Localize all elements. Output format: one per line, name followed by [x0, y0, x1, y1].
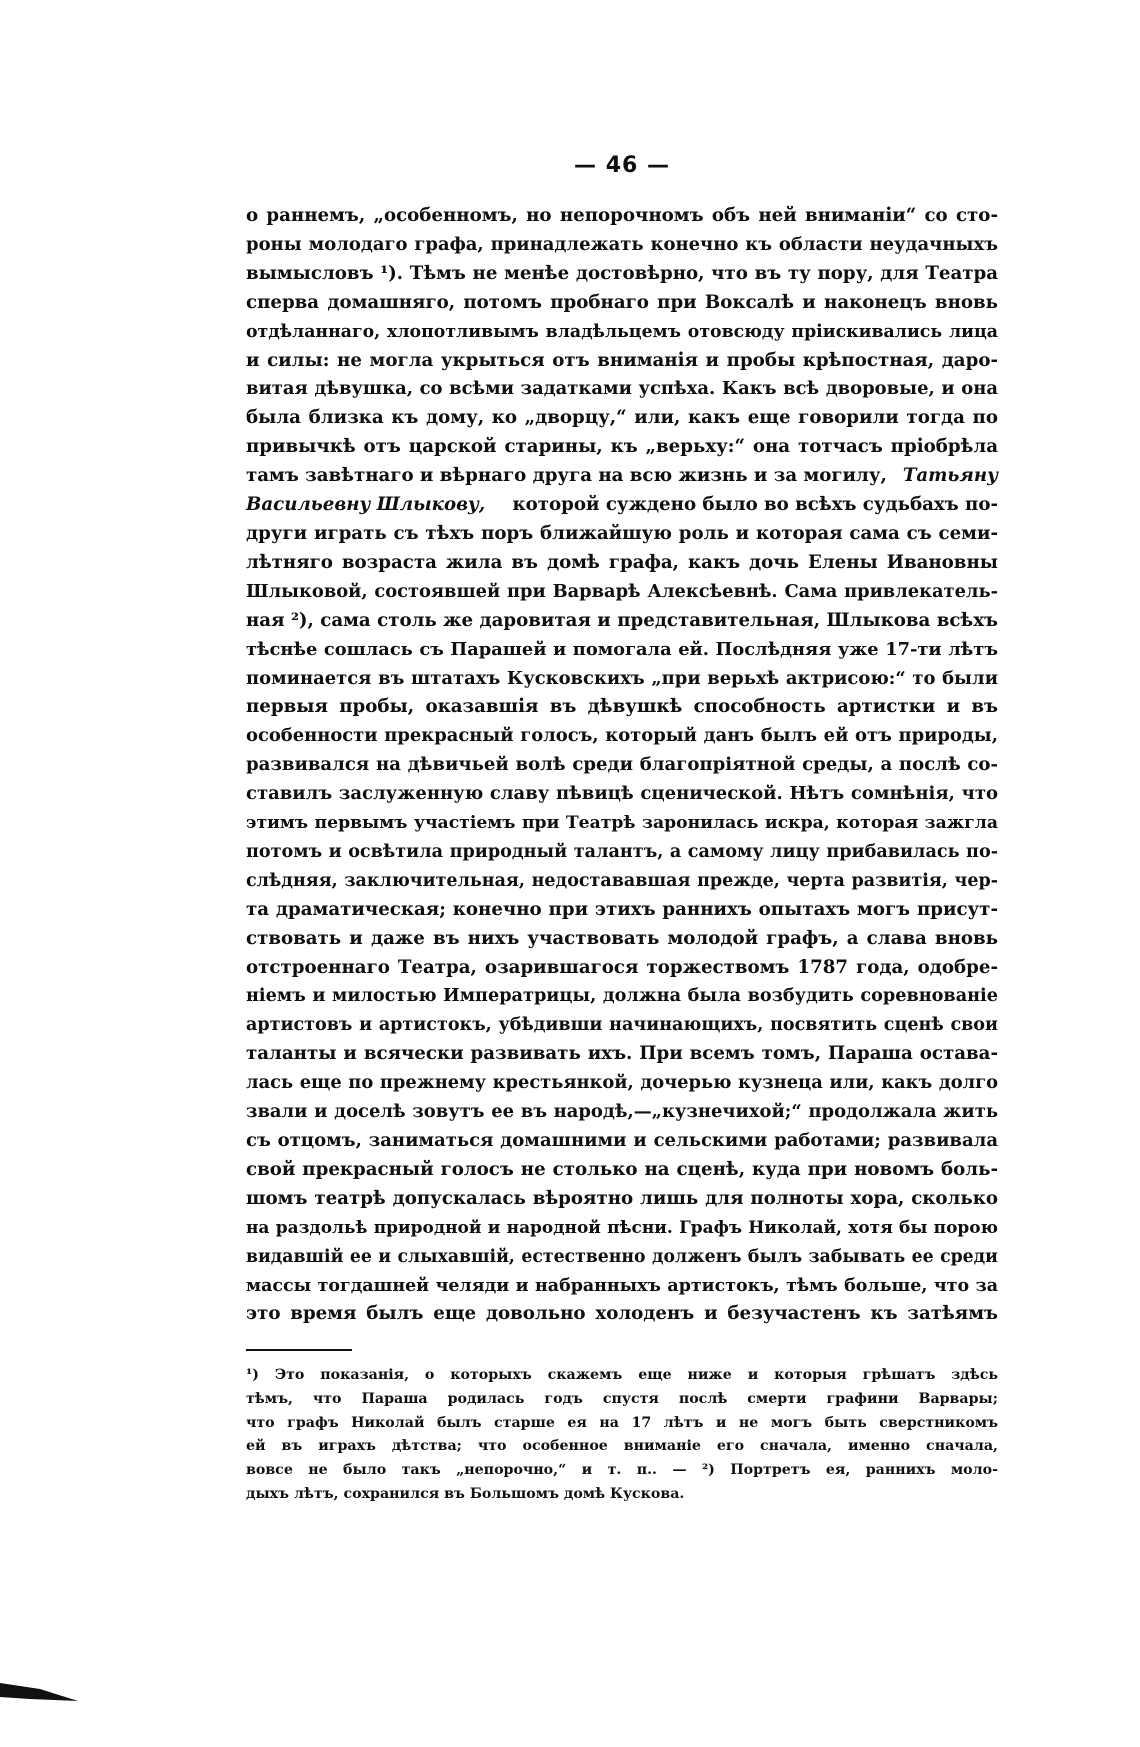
text-line-with-italic — [246, 491, 998, 520]
text-line: слѣдняя, заключительная, недостававшая прежде, черта развитія, чер- — [246, 870, 998, 891]
italic-name-part: Татьяну — [902, 465, 998, 487]
text-line: та драматическая; конечно при этихъ раннихъ опытахъ могъ присут- — [246, 898, 998, 920]
text-line: массы тогдашней челяди и набранныхъ артистокъ, тѣмъ больше, что за — [246, 1275, 998, 1296]
text-line: звали и доселѣ зовутъ ее въ народѣ,—„кузнечихой;“ продолжала жить — [246, 1101, 998, 1123]
text-line: отдѣланнаго, хлопотливымъ владѣльцемъ отовсюду пріискивались лица — [246, 321, 998, 342]
text-line: ніемъ и милостью Императрицы, должна была возбудить соревнованіе — [246, 985, 998, 1007]
text-line: и силы: не могла укрыться отъ вниманія и пробы крѣпостная, даро- — [246, 349, 998, 371]
text-line: роны молодаго графа, принадлежать конечно къ области неудачныхъ — [246, 233, 998, 255]
main-text — [246, 202, 998, 1329]
footnote-line: ¹) Это показанія, о которыхъ скажемъ еще ниже и которыя грѣшатъ здѣсь — [246, 1367, 998, 1384]
text-line: таланты и всячески развивать ихъ. При всемъ томъ, Параша остава- — [246, 1043, 998, 1065]
text-line: шомъ театрѣ допускалась вѣроятно лишь для полноты хора, сколько — [246, 1187, 998, 1209]
text-line: особенности прекрасный голосъ, который данъ былъ ей отъ природы, — [246, 725, 998, 747]
text-line: ная ²), сама столь же даровитая и представительная, Шлыкова всѣхъ — [246, 609, 998, 631]
text-line: други играть съ тѣхъ поръ ближайшую роль и которая сама съ семи- — [246, 522, 998, 544]
text-line: тѣснѣе сошлась съ Парашей и помогала ей. Послѣдняя уже 17-ти лѣтъ — [246, 638, 998, 660]
text-line: это время былъ еще довольно холоденъ и безучастенъ къ затѣямъ — [246, 1303, 998, 1325]
text-line: лась еще по прежнему крестьянкой, дочерью кузнеца или, какъ долго — [246, 1072, 998, 1094]
book-page — [246, 150, 998, 1507]
text-line: видавшій ее и слыхавшій, естественно долженъ былъ забывать ее среди — [246, 1246, 998, 1267]
text-line: свой прекрасный голосъ не столько на сценѣ, куда при новомъ боль- — [246, 1158, 998, 1180]
footnotes — [246, 1364, 998, 1506]
text-line: Шлыковой, состоявшей при Варварѣ Алексѣевнѣ. Сама привлекатель- — [246, 580, 998, 602]
text-line-with-italic — [246, 462, 998, 491]
text-line: привычкѣ отъ царской старины, къ „верьху:“ она тотчасъ пріобрѣла — [246, 436, 998, 458]
page-number: — 46 — — [574, 153, 670, 178]
text-line: на раздольѣ природной и народной пѣсни. Графъ Николай, хотя бы порою — [246, 1217, 998, 1238]
text-line: съ отцомъ, заниматься домашними и сельскими работами; развивала — [246, 1130, 998, 1151]
text-line: этимъ первымъ участіемъ при Театрѣ заронилась искра, которая зажгла — [246, 813, 998, 834]
text-line: лѣтняго возраста жила въ домѣ графа, какъ дочь Елены Ивановны — [246, 551, 998, 573]
text-line: сперва домашняго, потомъ пробнаго при Воксалѣ и наконецъ вновь — [246, 291, 998, 313]
text-line: потомъ и освѣтила природный талантъ, а самому лицу прибавилась по- — [246, 840, 998, 862]
text-line: была близка къ дому, ко „дворцу,“ или, какъ еще говорили тогда по — [246, 407, 998, 429]
footnote-line: ей въ играхъ дѣтства; что особенное вниманіе его сначала, именно сначала, — [246, 1438, 998, 1455]
text-line: ставилъ заслуженную славу пѣвицѣ сценической. Нѣтъ сомнѣнія, что — [246, 783, 998, 805]
text-fragment: которой суждено было во всѣхъ судьбахъ по- — [512, 494, 998, 516]
text-line: поминается въ штатахъ Кусковскихъ „при верьхѣ актрисою:“ то были — [246, 667, 998, 689]
text-line: отстроеннаго Театра, озарившагося торжествомъ 1787 года, одобре- — [246, 956, 998, 978]
scan-corner-mark — [0, 1679, 80, 1703]
footnote-divider — [246, 1349, 352, 1351]
text-line: о раннемъ, „особенномъ, но непорочномъ объ ней вниманіи“ со сто- — [246, 205, 998, 226]
footnote-line: дыхъ лѣтъ, сохранился въ Большомъ домѣ Кускова. — [246, 1485, 685, 1502]
footnote-line: вовсе не было такъ „непорочно,“ и т. п.. — ²) Портретъ ея, раннихъ моло- — [246, 1462, 998, 1479]
text-fragment: тамъ завѣтнаго и вѣрнаго друга на всю жизнь и за могилу, — [246, 465, 887, 487]
text-line: витая дѣвушка, со всѣми задатками успѣха. Какъ всѣ дворовые, и она — [246, 378, 998, 400]
text-line: первыя пробы, оказавшія въ дѣвушкѣ способность артистки и въ — [246, 696, 998, 718]
text-line: артистовъ и артистокъ, убѣдивши начинающихъ, посвятить сценѣ свои — [246, 1015, 998, 1036]
text-line: развивался на дѣвичьей волѣ среди благопріятной среды, а послѣ со- — [246, 754, 998, 776]
italic-name-part: Васильевну Шлыкову, — [246, 494, 486, 516]
text-line: ствовать и даже въ нихъ участвовать молодой графъ, а слава вновь — [246, 927, 998, 949]
text-line: вымысловъ ¹). Тѣмъ не менѣе достовѣрно, что въ ту пору, для Театра — [246, 262, 998, 284]
footnote-line: тѣмъ, что Параша родилась годъ спустя послѣ смерти графини Варвары; — [246, 1391, 998, 1408]
footnote-line: что графъ Николай былъ старше ея на 17 лѣтъ и не могъ быть сверстникомъ — [246, 1414, 998, 1431]
